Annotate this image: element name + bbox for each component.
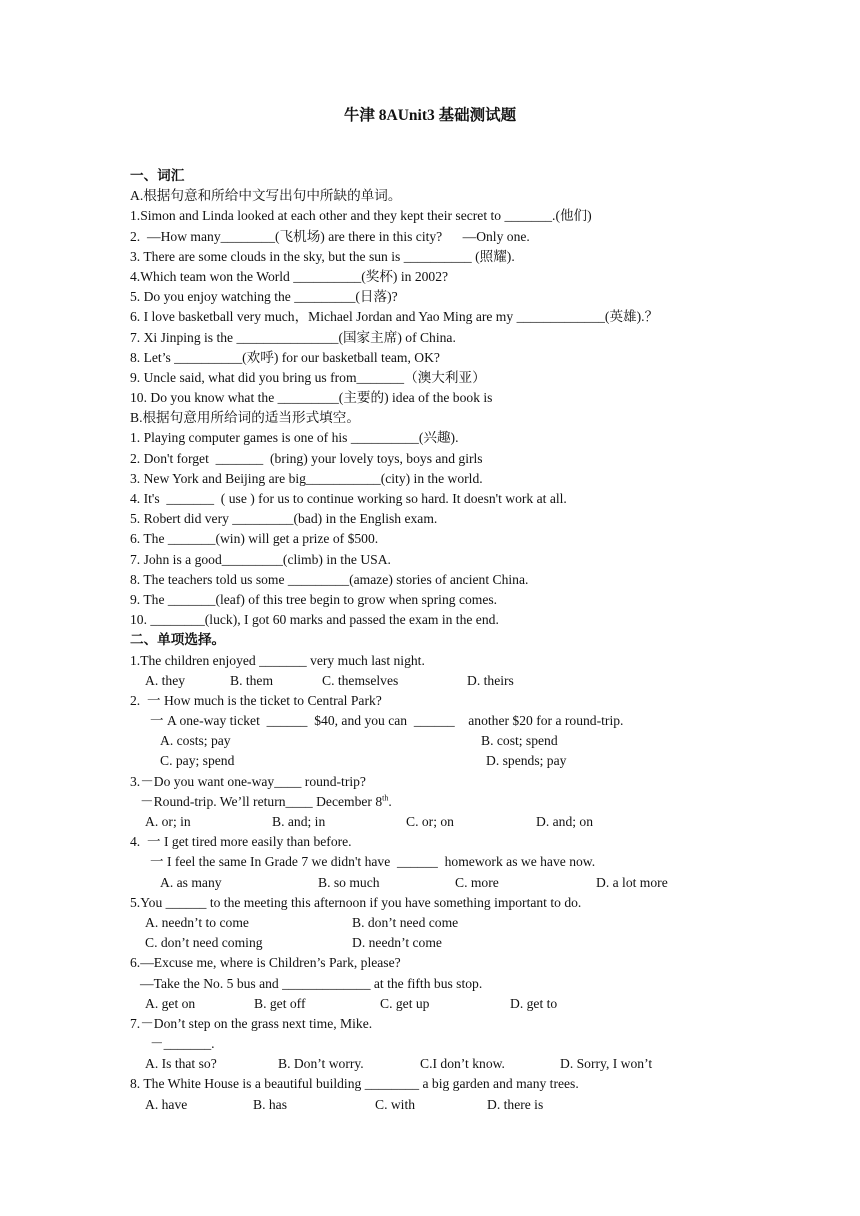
page-title: 牛津 8AUnit3 基础测试题 [343,107,517,124]
document-body [130,166,730,1115]
mc-options [130,1054,730,1074]
section-1-heading: 一、词汇 [130,168,185,183]
option-d: D. theirs [467,672,514,688]
option-b: B. them [230,672,274,688]
reply-end: . [388,793,392,809]
option-d: D. a lot more [596,874,668,890]
mc-question-line: —Take the No. 5 bus and _____________ at the fifth bus stop. [140,975,483,991]
question-line: 2. —How many________(飞机场) are there in this city? —Only one. [130,228,530,244]
option-c: C. pay; spend [160,753,235,769]
question-line: 5. Do you enjoy watching the _________(日落)? [130,289,398,305]
option-d: D. there is [487,1096,544,1112]
question-line: 10. Do you know what the _________(主要的) idea of the book is [130,390,493,406]
mc-question-line: －_______. [150,1036,215,1052]
mc-question-stem: 8. The White House is a beautiful building ________ a big garden and many trees. [130,1076,579,1092]
question-line: 1.Simon and Linda looked at each other and they kept their secret to _______.(他们) [130,208,592,224]
option-b: B. has [253,1096,287,1112]
question-line: 3. There are some clouds in the sky, but the sun is __________ (照耀). [130,248,515,264]
option-d: D. needn’t come [352,935,442,951]
option-d: D. and; on [536,814,594,829]
mc-options [130,671,730,691]
option-b: B. cost; spend [481,733,558,749]
option-a: A. Is that so? [145,1056,217,1072]
mc-options [130,873,730,893]
question-line: 3. New York and Beijing are big___________(city) in the world. [130,470,483,486]
mc-question-stem: 1.The children enjoyed _______ very much last night. [130,652,425,668]
option-d: D. Sorry, I won’t [560,1056,653,1072]
option-d: D. spends; pay [486,753,567,769]
option-a: A. or; in [145,814,191,829]
option-b: B. get off [254,995,306,1011]
mc-options [130,1095,730,1115]
question-line: 4.Which team won the World __________(奖杯) in 2002? [130,268,449,284]
part-a-heading: A.根据句意和所给中文写出句中所缺的单词。 [130,188,402,204]
option-c: C. don’t need coming [145,935,263,951]
option-b: B. Don’t worry. [278,1056,364,1072]
mc-question-stem: 6.—Excuse me, where is Children’s Park, please? [130,955,401,971]
mc-options [130,812,730,832]
question-line: 9. Uncle said, what did you bring us from_______（澳大利亚） [130,369,486,385]
option-c: C. themselves [322,672,399,688]
question-line: 7. Xi Jinping is the _______________(国家主席) of China. [130,329,456,345]
option-b: B. don’t need come [352,914,459,930]
mc-question-line: 一 A one-way ticket ______ $40, and you can ______ another $20 for a round-trip. [150,713,624,729]
ordinal-suffix: th [382,793,389,803]
question-line: 6. I love basketball very much，Michael Jordan and Yao Ming are my _____________(英雄).？ [130,309,659,325]
question-line: 8. Let’s __________(欢呼) for our basketball team, OK? [130,349,440,365]
mc-question-stem: 5.You ______ to the meeting this afternoon if you have something important to do. [130,894,582,910]
mc-question-stem: 4. 一 I get tired more easily than before. [130,834,352,850]
question-line: 7. John is a good_________(climb) in the USA. [130,551,391,567]
question-line: 1. Playing computer games is one of his __________(兴趣). [130,430,459,446]
option-c: C. with [375,1096,416,1112]
option-b: B. and; in [272,814,326,829]
option-a: A. costs; pay [160,733,231,749]
option-b: B. so much [318,874,380,890]
question-line: 10. ________(luck), I got 60 marks and passed the exam in the end. [130,612,499,628]
mc-options [130,933,730,953]
question-line: 6. The _______(win) will get a prize of $500. [130,531,379,547]
question-line: 8. The teachers told us some _________(amaze) stories of ancient China. [130,571,529,587]
question-line: 5. Robert did very _________(bad) in the English exam. [130,511,438,527]
question-line: 9. The _______(leaf) of this tree begin to grow when spring comes. [130,591,498,607]
option-a: A. get on [145,995,196,1011]
mc-question-stem: 3.－Do you want one-way____ round-trip? [130,773,366,789]
part-b-heading: B.根据句意用所给词的适当形式填空。 [130,410,360,426]
question-line: 4. It's _______ ( use ) for us to continue working so hard. It doesn't work at all. [130,491,567,506]
option-c: C.I don’t know. [420,1056,505,1072]
mc-question-stem: 7.－Don’t step on the grass next time, Mike. [130,1015,373,1031]
mc-options [130,751,730,771]
reply-text: －Round-trip. We’ll return____ December 8 [140,793,383,809]
option-c: C. or; on [406,814,454,829]
question-line: 2. Don't forget _______ (bring) your lovely toys, boys and girls [130,450,483,466]
option-a: A. needn’t to come [145,914,249,930]
mc-options [130,994,730,1014]
mc-question-stem: 2. 一 How much is the ticket to Central Park? [130,692,382,708]
section-2-heading: 二、单项选择。 [130,632,226,648]
option-c: C. get up [380,995,430,1011]
option-a: A. have [145,1096,188,1112]
mc-options [130,731,730,751]
mc-question-line: 一 I feel the same In Grade 7 we didn't have ______ homework as we have now. [150,854,596,870]
mc-options [130,913,730,933]
mc-question-line [130,792,730,812]
option-d: D. get to [510,995,558,1011]
option-c: C. more [455,874,499,890]
option-a: A. they [145,672,186,688]
option-a: A. as many [160,874,222,890]
